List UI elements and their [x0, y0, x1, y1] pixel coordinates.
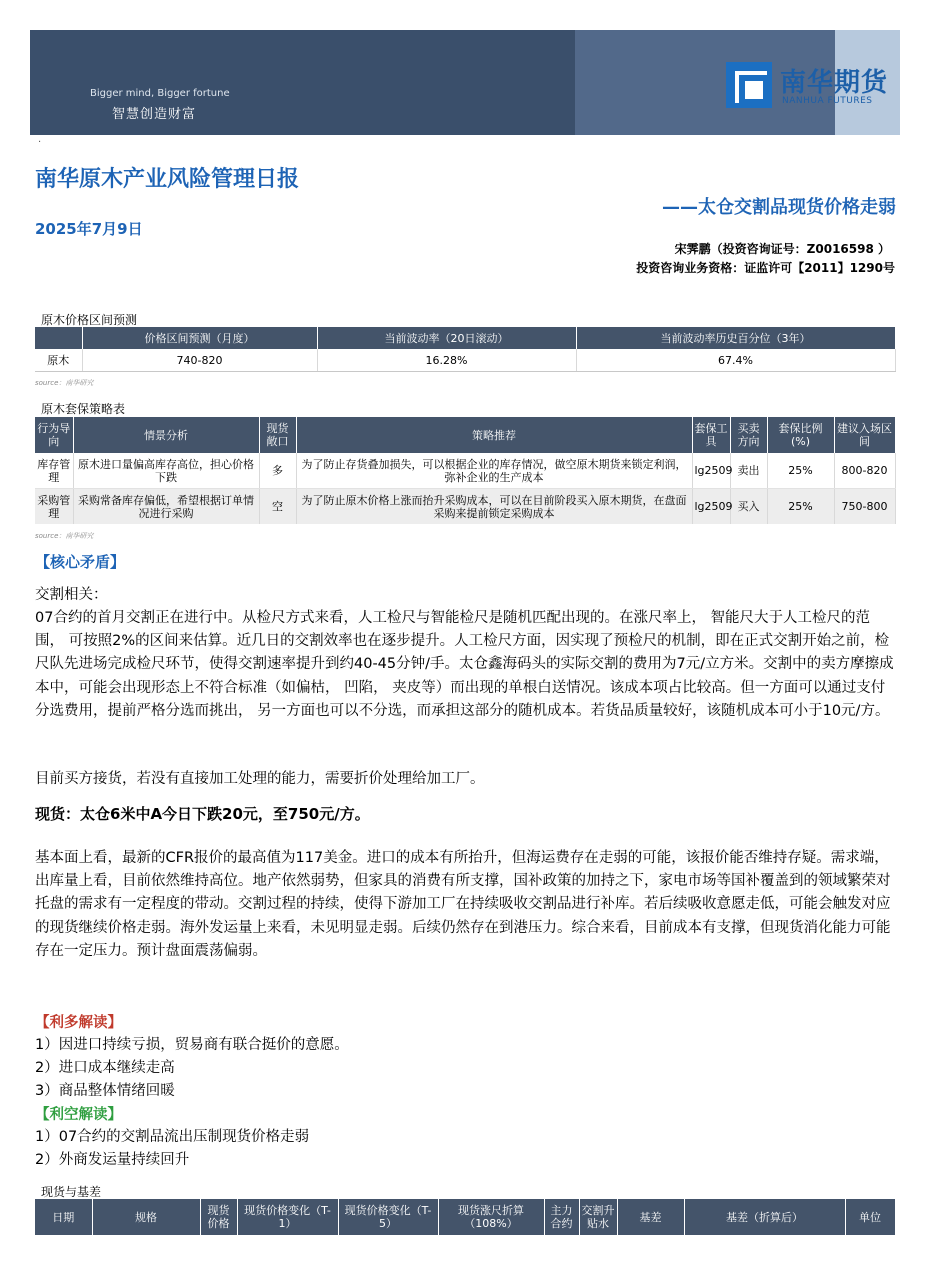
table-header-cell: 现货价格变化（T-1） [237, 1199, 338, 1235]
table-cell: 67.4% [576, 349, 895, 372]
table-header-cell: 交割升贴水 [579, 1199, 617, 1235]
table-cell: 采购常备库存偏低，希望根据订单情况进行采购 [73, 489, 259, 525]
table-header-cell: 套保工具 [692, 417, 730, 453]
table-cell: 多 [259, 453, 296, 489]
table-cell: 25% [767, 453, 834, 489]
bearish-item: 1）07合约的交割品流出压制现货价格走弱 [35, 1129, 310, 1145]
table-cell: 原木 [35, 349, 82, 372]
license-line: 投资咨询业务资格：证监许可【2011】1290号 [636, 261, 895, 275]
bullish-item: 3）商品整体情绪回暖 [35, 1083, 175, 1099]
table-header-cell: 当前波动率（20日滚动） [317, 327, 576, 349]
core-subheading: 交割相关： [35, 587, 108, 603]
table-header-cell: 规格 [92, 1199, 200, 1235]
table-header-cell: 现货价格变化（T-5） [338, 1199, 438, 1235]
core-paragraph-1: 07合约的首月交割正在进行中。从检尺方式来看，人工检尺与智能检尺是随机匹配出现的。在涨尺率上， 智能尺大于人工检尺的范围， 可按照2%的区间来估算。近几日的交割效率也在逐步提升。人工检尺方面，因实现了预检尺的机制，即在正式交割开始之前，检尺队先进场完成检尺环节，使得交割速率提升到约40-45分钟/手。太仓鑫海码头的实际交割的费用为7元/立方米。交割中的卖方摩擦成本中，可能会出现形态上不符合标准（如偏枯， 凹陷， 夹皮等）而出现的单根白送情况。该成本项占比较高。但一方面可以通过支付分选费用，提前严格分选而挑出， 另一方面也可以不分选，而承担这部分的随机成本。若货品质量较好，该随机成本可小于10元/方。 [35, 610, 894, 719]
table-cell: 原木进口量偏高库存高位，担心价格下跌 [73, 453, 259, 489]
table-header-cell: 基差 [617, 1199, 684, 1235]
table-cell: 16.28% [317, 349, 576, 372]
table1-source: source：南华研究 [35, 379, 94, 387]
table-header-cell: 日期 [35, 1199, 92, 1235]
table-header-cell: 现货价格 [200, 1199, 237, 1235]
table-header-cell: 单位 [845, 1199, 895, 1235]
table-cell: 为了防止原木价格上涨而抬升采购成本，可以在目前阶段买入原木期货，在盘面采购来提前锁定采购成本 [296, 489, 692, 525]
table-cell: 卖出 [730, 453, 767, 489]
marker-dot: · [38, 137, 42, 148]
table-header-cell: 基差（折算后） [684, 1199, 845, 1235]
table-header-cell: 套保比例(%) [767, 417, 834, 453]
bearish-heading: 【利空解读】 [35, 1107, 122, 1123]
nanhua-logo-icon [726, 62, 772, 108]
spot-price-line: 现货：太仓6米中A今日下跌20元，至750元/方。 [35, 805, 370, 823]
table-cell: 采购管理 [35, 489, 73, 525]
table-cell: 空 [259, 489, 296, 525]
nanhua-logo [726, 60, 896, 110]
report-date: 2025年7月9日 [35, 220, 143, 238]
table-row [35, 489, 895, 525]
table-cell: 为了防止存货叠加损失，可以根据企业的库存情况，做空原木期货来锁定利润，弥补企业的生产成本 [296, 453, 692, 489]
table-cell: 买入 [730, 489, 767, 525]
table-cell: 750-800 [834, 489, 895, 525]
table-cell: lg2509 [692, 489, 730, 525]
core-paragraph-2: 目前买方接货，若没有直接加工处理的能力，需要折价处理给加工厂。 [35, 771, 485, 787]
table-header-row [35, 327, 895, 349]
table-header-cell: 价格区间预测（月度） [82, 327, 317, 349]
hedging-strategy-table [35, 417, 896, 524]
table-header-cell: 现货敞口 [259, 417, 296, 453]
core-heading: 【核心矛盾】 [35, 553, 126, 571]
table-header-cell: 建议入场区间 [834, 417, 895, 453]
table-row [35, 453, 895, 489]
table2-caption: 原木套保策略表 [41, 402, 126, 416]
table-cell: 25% [767, 489, 834, 525]
table-row [35, 349, 895, 372]
bullish-item: 1）因进口持续亏损，贸易商有联合挺价的意愿。 [35, 1037, 349, 1053]
table-cell: 740-820 [82, 349, 317, 372]
bearish-item: 2）外商发运量持续回升 [35, 1152, 190, 1168]
table-cell: 库存管理 [35, 453, 73, 489]
report-title: 南华原木产业风险管理日报 [35, 167, 300, 192]
slogan-cn: 智慧创造财富 [112, 107, 197, 122]
table1-caption: 原木价格区间预测 [41, 313, 138, 327]
table-header-cell: 买卖方向 [730, 417, 767, 453]
table-header-cell: 情景分析 [73, 417, 259, 453]
table-cell: lg2509 [692, 453, 730, 489]
table-header-cell: 行为导向 [35, 417, 73, 453]
table-header-cell: 现货涨尺折算（108%） [438, 1199, 544, 1235]
table3-caption: 现货与基差 [41, 1185, 102, 1199]
table-header-cell: 当前波动率历史百分位（3年） [576, 327, 895, 349]
logo-en: NANHUA FUTURES [782, 96, 873, 106]
table-header-row [35, 417, 895, 453]
price-range-table [35, 327, 896, 372]
header-banner [30, 30, 900, 135]
logo-cn: 南华期货 [780, 68, 889, 98]
table-header-cell: 主力合约 [544, 1199, 579, 1235]
table-header-cell [35, 327, 82, 349]
table-header-row [35, 1199, 895, 1235]
table-cell: 800-820 [834, 453, 895, 489]
report-subtitle: ——太仓交割品现货价格走弱 [662, 197, 896, 218]
table2-source: source：南华研究 [35, 532, 94, 540]
author-line: 宋霁鹏（投资咨询证号：Z0016598 ） [674, 242, 890, 256]
table-header-cell: 策略推荐 [296, 417, 692, 453]
slogan-en: Bigger mind, Bigger fortune [90, 88, 230, 99]
spot-basis-table [35, 1199, 896, 1235]
bullish-item: 2）进口成本继续走高 [35, 1060, 175, 1076]
core-paragraph-3: 基本面上看，最新的CFR报价的最高值为117美金。进口的成本有所抬升，但海运费存在走弱的可能，该报价能否维持存疑。需求端，出库量上看，目前依然维持高位。地产依然弱势，但家具的消费有所支撑，国补政策的加持之下，家电市场等国补覆盖到的领域繁荣对托盘的需求有一定程度的带动。交割过程的持续，使得下游加工厂在持续吸收交割品进行补库。若后续吸收意愿走低，可能会触发对应的现货继续价格走弱。海外发运量上来看，未见明显走弱。后续仍然存在到港压力。综合来看，目前成本有支撑，但现货消化能力可能存在一定压力。预计盘面震荡偏弱。 [35, 850, 891, 959]
bullish-heading: 【利多解读】 [35, 1015, 122, 1031]
